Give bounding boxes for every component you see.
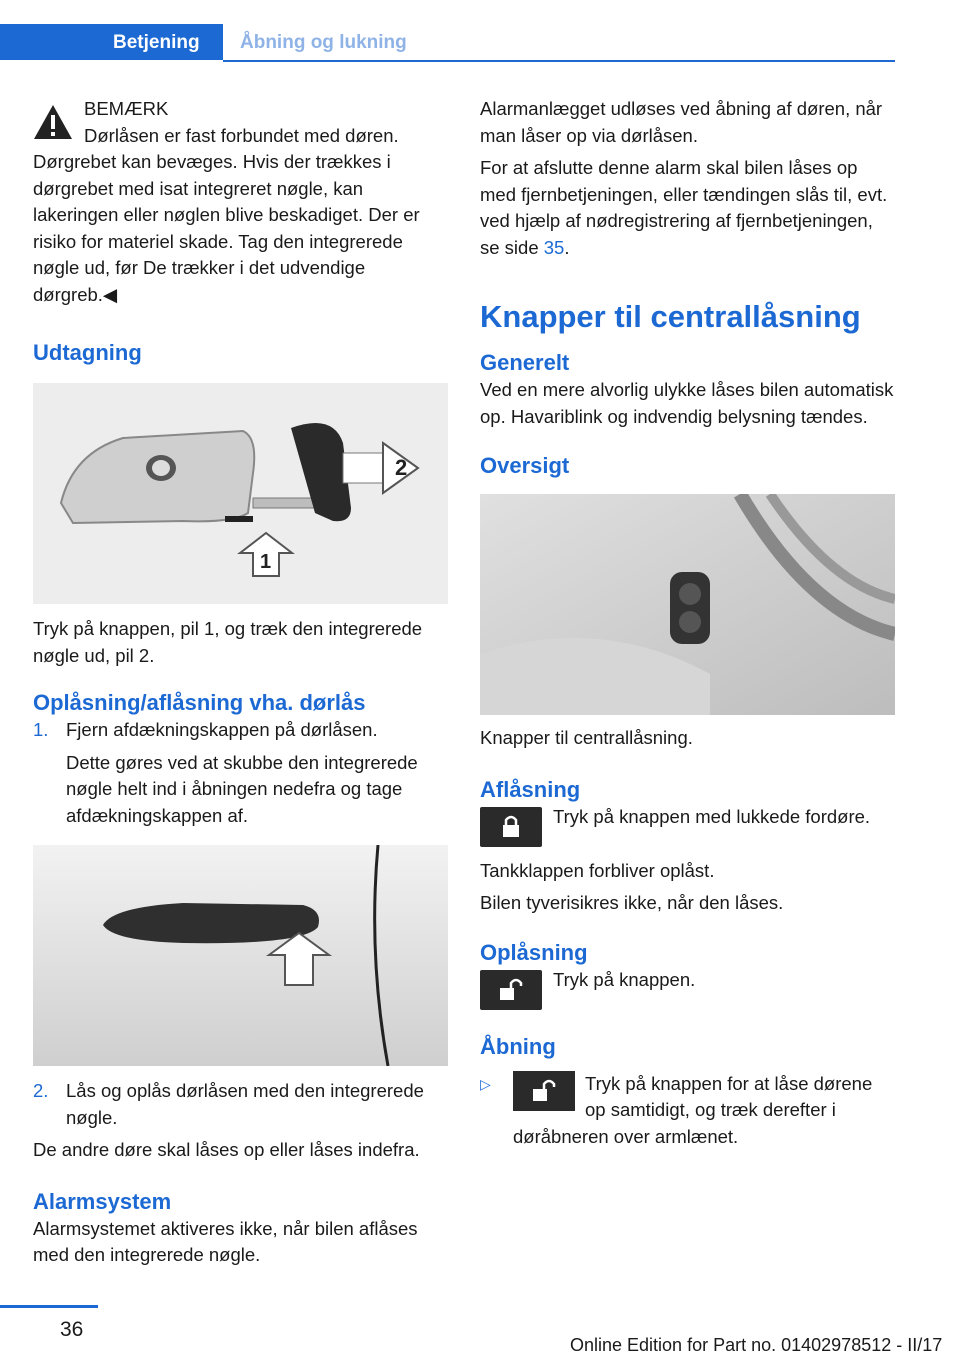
page-number: 36	[60, 1318, 84, 1341]
warning-text: Dørgrebet kan bevæges. Hvis der trækkes i dørgrebet med isat integreret nøgle, kan lakeringen eller nøglen blive beskadiget. Der er risiko for materiel skade. Tag den integrerede nøgle ud, før De trækker i det udvendige dørgreb.◀	[33, 151, 420, 305]
aflasning-text: Tryk på knappen med lukkede fordøre.	[553, 805, 871, 827]
step-2	[33, 1078, 448, 1131]
tab-betjening-label: Betjening	[113, 32, 200, 53]
left-column	[33, 96, 448, 1269]
step-1-number: 1.	[33, 719, 49, 740]
step-2-text: Lås og oplås dørlåsen med den integrerede nøgle.	[66, 1080, 424, 1128]
heading-knapper: Knapper til centrallåsning	[480, 299, 861, 334]
step-1	[33, 717, 448, 829]
heading-oplasning: Oplåsning	[480, 939, 588, 965]
warning-title: BEMÆRK	[84, 98, 169, 119]
heading-udtagning: Udtagning	[33, 340, 142, 365]
bullet-triangle-icon: ▷	[480, 1075, 491, 1092]
illustration-lock-buttons	[480, 494, 895, 715]
generelt-text: Ved en mere alvorlig ulykke låses bilen automatisk op. Havariblink og indvendig belysning tændes.	[480, 379, 894, 427]
abning-bullet	[480, 1071, 895, 1151]
alarm-trigger-text: Alarmanlægget udløses ved åbning af døren, når man låser op via dørlåsen.	[480, 98, 883, 146]
footer-rule	[0, 1305, 98, 1308]
abning-text: Tryk på knappen for at låse dørene op samtidigt, og træk derefter i døråbneren over armlænet.	[513, 1072, 873, 1147]
step-2-number: 2.	[33, 1080, 49, 1101]
theft-text: Bilen tyverisikres ikke, når den låses.	[480, 892, 784, 913]
key-caption: Tryk på knappen, pil 1, og træk den integrerede nøgle ud, pil 2.	[33, 618, 423, 666]
lock-open-icon	[480, 970, 542, 1010]
warning-icon	[33, 104, 73, 140]
right-column	[480, 96, 895, 1150]
other-doors-text: De andre døre skal låses op eller låses indefra.	[33, 1139, 420, 1160]
svg-text:1: 1	[260, 551, 272, 573]
header-rule	[223, 60, 895, 62]
aflasning-row	[480, 804, 895, 848]
tab-abning-og-lukning[interactable]: Åbning og lukning	[240, 32, 407, 53]
heading-abning: Åbning	[480, 1033, 556, 1059]
oplasning-row	[480, 967, 895, 1011]
warning-line1: Dørlåsen er fast forbundet med døren.	[84, 124, 399, 146]
heading-oplasning-dorlas: Oplåsning/aflåsning vha. dørlås	[33, 690, 366, 715]
svg-text:2: 2	[395, 455, 408, 480]
heading-aflasning: Aflåsning	[480, 776, 581, 802]
alarm-stop-text-end: .	[564, 236, 570, 258]
oversigt-caption: Knapper til centrallåsning.	[480, 727, 693, 748]
step-1-text: Fjern afdækningskappen på dørlåsen.	[66, 719, 378, 740]
illustration-key-removal	[33, 383, 448, 604]
lock-open-icon-small	[513, 1071, 575, 1111]
oplasning-text: Tryk på knappen.	[553, 968, 696, 990]
page-link-35[interactable]: 35	[543, 236, 565, 258]
step-1-subtext: Dette gøres ved at skubbe den integrerede nøgle helt ind i åbningen nedefra og tage afdækningskappen af.	[66, 751, 418, 826]
heading-alarmsystem: Alarmsystem	[33, 1188, 172, 1214]
heading-oversigt: Oversigt	[480, 453, 570, 478]
warning-box	[33, 96, 448, 308]
page-header	[0, 24, 895, 62]
tank-text: Tankklappen forbliver oplåst.	[480, 859, 715, 881]
lock-closed-icon	[480, 807, 542, 847]
edition-text: Online Edition for Part no. 01402978512 - II/17	[570, 1335, 943, 1355]
tab-betjening[interactable]	[0, 24, 223, 60]
illustration-door-handle	[33, 845, 448, 1066]
alarm-text: Alarmsystemet aktiveres ikke, når bilen aflåses med den integrerede nøgle.	[33, 1217, 418, 1265]
heading-generelt: Generelt	[480, 350, 570, 375]
alarm-stop-text	[480, 155, 895, 261]
alarm-stop-text-main: For at afslutte denne alarm skal bilen låses op med fjernbetjeningen, eller tændingen slås til, evt. ved hjælp af nødregistrering af fjernbetjeningen, se side	[480, 157, 888, 258]
